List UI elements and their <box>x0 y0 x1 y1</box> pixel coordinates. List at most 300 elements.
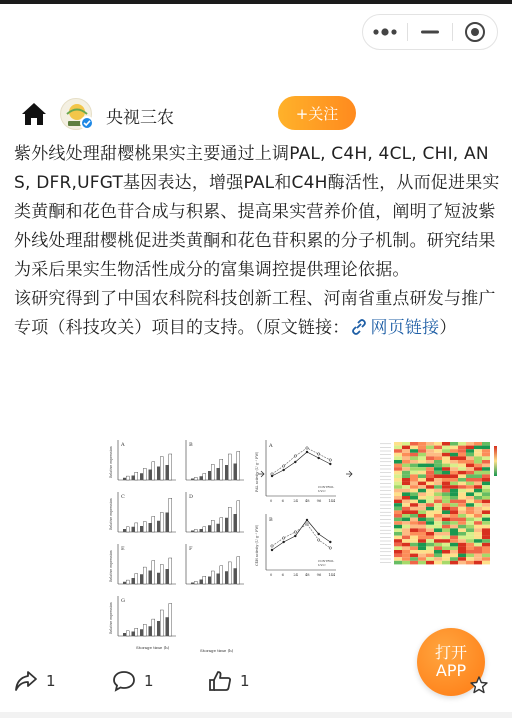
heatmap-cell <box>466 460 474 464</box>
control-point <box>306 451 308 453</box>
heatmap-cell <box>394 561 402 565</box>
heatmap-cell <box>482 496 490 500</box>
heatmap-cell <box>466 518 474 522</box>
bar-uvc <box>194 581 197 584</box>
heatmap-cell <box>410 492 418 496</box>
heatmap-cell <box>458 485 466 489</box>
bar-ck <box>157 521 160 532</box>
panel-label: E <box>121 546 125 552</box>
heatmap-cell <box>426 474 434 478</box>
heatmap-cell <box>418 528 426 532</box>
heatmap-cell <box>474 521 482 525</box>
heatmap-cell <box>402 460 410 464</box>
heatmap-cell <box>426 500 434 504</box>
bar-uvc <box>211 571 214 584</box>
heatmap-cell <box>410 521 418 525</box>
heatmap-cell <box>450 474 458 478</box>
time-tick: 6 <box>281 499 284 503</box>
control-point <box>294 461 296 463</box>
heatmap-cell <box>434 485 442 489</box>
heatmap-cell <box>450 536 458 540</box>
bar-ck <box>208 471 211 480</box>
enzyme-panel-label: A <box>269 443 273 449</box>
heatmap-cell <box>434 543 442 547</box>
bar-uvc <box>194 529 197 532</box>
bar-uvc <box>126 631 129 636</box>
heatmap-cell <box>394 543 402 547</box>
legend-uvc: UV-C <box>318 489 326 493</box>
heatmap-cell <box>466 482 474 486</box>
heatmap-cell <box>466 471 474 475</box>
minimize-button[interactable] <box>408 15 452 49</box>
bar-ck <box>217 468 220 480</box>
bar-uvc <box>228 562 231 584</box>
heatmap-cell <box>450 446 458 450</box>
arrow-icon <box>346 471 352 477</box>
heatmap-cell <box>410 539 418 543</box>
uvc-point <box>271 545 273 547</box>
heatmap-cell <box>474 467 482 471</box>
heatmap-cell <box>466 442 474 446</box>
heatmap-cell <box>466 478 474 482</box>
heatmap-cell <box>418 507 426 511</box>
heatmap-cell <box>410 442 418 446</box>
heatmap-cell <box>466 503 474 507</box>
heatmap-cell <box>458 539 466 543</box>
heatmap-cell <box>394 460 402 464</box>
bar-ck <box>157 621 160 636</box>
heatmap-cell <box>394 482 402 486</box>
y-axis-label: Relative expression <box>109 602 113 634</box>
heatmap-cell <box>474 496 482 500</box>
heatmap-cell <box>458 532 466 536</box>
comment-button[interactable] <box>112 670 154 692</box>
heatmap-cell <box>418 474 426 478</box>
panel-label: A <box>121 442 125 448</box>
heatmap-cell <box>474 543 482 547</box>
heatmap-cell <box>418 536 426 540</box>
heatmap-cell <box>394 485 402 489</box>
heatmap-cell <box>402 550 410 554</box>
heatmap-cell <box>410 500 418 504</box>
author-name[interactable]: 央视三农 <box>106 108 174 128</box>
heatmap-cell <box>474 507 482 511</box>
heatmap-cell <box>394 478 402 482</box>
heatmap-cell <box>418 496 426 500</box>
heatmap-cell <box>474 478 482 482</box>
heatmap-cell <box>482 485 490 489</box>
heatmap-cell <box>402 485 410 489</box>
web-link[interactable] <box>350 318 440 338</box>
heatmap-cell <box>394 532 402 536</box>
heatmap-cell <box>394 521 402 525</box>
heatmap-cell <box>450 478 458 482</box>
heatmap-cell <box>410 514 418 518</box>
heatmap-cell <box>466 492 474 496</box>
heatmap-cell <box>426 478 434 482</box>
heatmap-cell <box>442 485 450 489</box>
heatmap-cell <box>458 536 466 540</box>
heatmap-cell <box>426 514 434 518</box>
heatmap-cell <box>442 460 450 464</box>
heatmap-cell <box>482 503 490 507</box>
heatmap-cell <box>474 460 482 464</box>
heatmap-cell <box>482 561 490 565</box>
heatmap-cell <box>402 482 410 486</box>
heatmap-cell <box>418 543 426 547</box>
heatmap-cell <box>442 456 450 460</box>
heatmap-cell <box>410 474 418 478</box>
heatmap-cell <box>418 561 426 565</box>
heatmap-cell <box>434 557 442 561</box>
heatmap-cell <box>394 446 402 450</box>
heatmap-cell <box>458 518 466 522</box>
heatmap-cell <box>418 449 426 453</box>
heatmap-cell <box>450 546 458 550</box>
bar-ck <box>208 525 211 532</box>
heatmap-cell <box>474 554 482 558</box>
control-point <box>282 469 284 471</box>
time-tick: 144 <box>328 573 336 577</box>
heatmap-cell <box>482 449 490 453</box>
control-point <box>329 463 331 465</box>
bar-uvc <box>143 522 146 532</box>
bar-ck <box>123 633 126 636</box>
heatmap-cell <box>442 500 450 504</box>
heatmap-cell <box>458 456 466 460</box>
heatmap-cell <box>474 500 482 504</box>
heatmap-cell <box>394 442 402 446</box>
heatmap-cell <box>450 496 458 500</box>
heatmap-cell <box>450 500 458 504</box>
heatmap-cell <box>474 546 482 550</box>
follow-button[interactable]: +关注 <box>278 96 356 130</box>
heatmap-cell <box>426 496 434 500</box>
heatmap-cell <box>442 525 450 529</box>
heatmap-cell <box>426 518 434 522</box>
heatmap-cell <box>426 467 434 471</box>
bar-uvc <box>143 624 146 636</box>
heatmap-cell <box>442 557 450 561</box>
uvc-line <box>272 448 330 474</box>
heatmap-scale <box>494 446 497 476</box>
enzyme-y-label: PAL activity (U g⁻¹ FW) <box>255 451 259 492</box>
heatmap-cell <box>466 532 474 536</box>
heatmap-cell <box>402 525 410 529</box>
heatmap-cell <box>426 536 434 540</box>
bar-ck <box>123 478 126 480</box>
heatmap-cell <box>434 518 442 522</box>
heatmap-cell <box>450 467 458 471</box>
heatmap-cell <box>442 467 450 471</box>
bar-uvc <box>126 527 129 532</box>
like-button[interactable] <box>208 670 250 692</box>
control-point <box>294 535 296 537</box>
target-close-icon <box>464 21 486 43</box>
uvc-point <box>294 455 296 457</box>
heatmap-cell <box>450 550 458 554</box>
bar-ck <box>157 573 160 584</box>
heatmap-cell <box>426 482 434 486</box>
heatmap-cell <box>442 561 450 565</box>
heatmap-cell <box>466 536 474 540</box>
heatmap-cell <box>482 557 490 561</box>
heatmap-cell <box>402 456 410 460</box>
heatmap-cell <box>450 471 458 475</box>
heatmap-cell <box>450 514 458 518</box>
time-tick: 48 <box>305 573 310 577</box>
heatmap-cell <box>394 539 402 543</box>
panel-label: G <box>121 598 125 604</box>
heatmap-cell <box>466 500 474 504</box>
heatmap-cell <box>450 525 458 529</box>
heatmap-cell <box>482 453 490 457</box>
heatmap-cell <box>458 507 466 511</box>
heatmap-cell <box>418 478 426 482</box>
legend-control: CONTROL <box>318 485 335 489</box>
post-header <box>20 94 500 134</box>
uvc-point <box>282 537 284 539</box>
heatmap-cell <box>418 503 426 507</box>
heatmap-cell <box>418 518 426 522</box>
heatmap-cell <box>434 539 442 543</box>
heatmap-cell <box>458 474 466 478</box>
bar-ck <box>217 524 220 532</box>
heatmap-cell <box>426 456 434 460</box>
heatmap-cell <box>482 510 490 514</box>
bar-uvc <box>169 498 172 532</box>
heatmap-cell <box>434 449 442 453</box>
heatmap-cell <box>394 503 402 507</box>
heatmap-cell <box>474 492 482 496</box>
status-bar-edge <box>0 0 512 4</box>
uvc-point <box>282 465 284 467</box>
heatmap-cell <box>402 471 410 475</box>
heatmap-cell <box>418 532 426 536</box>
heatmap-cell <box>466 528 474 532</box>
link-icon <box>350 319 368 335</box>
heatmap-cell <box>402 514 410 518</box>
control-point <box>271 549 273 551</box>
heatmap-cell <box>474 453 482 457</box>
time-tick: 96 <box>316 573 322 577</box>
heatmap-cell <box>442 496 450 500</box>
heatmap-cell <box>434 453 442 457</box>
heatmap-cell <box>474 485 482 489</box>
heatmap-cell <box>458 525 466 529</box>
heatmap-cell <box>410 561 418 565</box>
heatmap-cell <box>410 546 418 550</box>
bar-ck <box>234 464 237 481</box>
uvc-point <box>306 523 308 525</box>
heatmap-cell <box>418 453 426 457</box>
bar-uvc <box>160 513 163 533</box>
heatmap-cell <box>466 525 474 529</box>
heatmap-cell <box>442 510 450 514</box>
bar-ck <box>166 465 169 480</box>
heatmap-cell <box>410 478 418 482</box>
heatmap-cell <box>442 536 450 540</box>
heatmap-cell <box>466 510 474 514</box>
time-tick: 0 <box>270 573 273 577</box>
heatmap-cell <box>410 557 418 561</box>
heatmap-cell <box>466 449 474 453</box>
heatmap-cell <box>466 550 474 554</box>
time-tick: 144 <box>328 499 336 503</box>
heatmap-cell <box>442 449 450 453</box>
heatmap-cell <box>442 521 450 525</box>
heatmap-cell <box>434 503 442 507</box>
panel-label: C <box>121 494 125 500</box>
bar-ck <box>149 470 152 481</box>
y-axis-label: Relative expression <box>109 550 113 582</box>
heatmap-cell <box>410 525 418 529</box>
time-tick: 48 <box>305 499 310 503</box>
bar-uvc <box>194 477 197 480</box>
web-link-label: 网页链接 <box>370 318 440 338</box>
heatmap-cell <box>418 489 426 493</box>
heatmap-cell <box>482 521 490 525</box>
heatmap-cell <box>458 543 466 547</box>
heatmap-cell <box>426 557 434 561</box>
heatmap-cell <box>426 489 434 493</box>
x-axis-label: Storage time (h) <box>136 645 170 650</box>
bottom-edge <box>0 712 512 718</box>
uvc-point <box>271 473 273 475</box>
heatmap-cell <box>394 507 402 511</box>
heatmap-cell <box>474 471 482 475</box>
heatmap-cell <box>434 496 442 500</box>
uvc-point <box>317 539 319 541</box>
heatmap-cell <box>474 528 482 532</box>
heatmap-cell <box>426 510 434 514</box>
heatmap-cell <box>466 453 474 457</box>
bar-ck <box>208 577 211 585</box>
heatmap-cell <box>394 496 402 500</box>
heatmap-cell <box>442 514 450 518</box>
heatmap-cell <box>394 456 402 460</box>
heatmap-cell <box>418 485 426 489</box>
heatmap-cell <box>418 464 426 468</box>
more-button[interactable] <box>363 15 407 49</box>
y-axis-label: Relative expression <box>109 446 113 478</box>
control-line <box>272 520 330 550</box>
heatmap-cell <box>450 482 458 486</box>
thumbs-up-icon <box>208 670 232 692</box>
heatmap-cell <box>474 503 482 507</box>
heatmap-cell <box>442 539 450 543</box>
heatmap-cell <box>402 510 410 514</box>
heatmap-cell <box>394 471 402 475</box>
control-point <box>306 519 308 521</box>
bar-uvc <box>203 474 206 481</box>
heatmap-cell <box>450 489 458 493</box>
heatmap-cell <box>466 456 474 460</box>
y-axis-label: Relative expression <box>109 498 113 530</box>
heatmap-cell <box>450 453 458 457</box>
bar-ck <box>166 569 169 584</box>
heatmap-cell <box>394 467 402 471</box>
heatmap-cell <box>442 474 450 478</box>
heatmap-cell <box>418 510 426 514</box>
heatmap-cell <box>434 464 442 468</box>
home-icon[interactable] <box>20 100 48 128</box>
control-point <box>329 541 331 543</box>
heatmap-cell <box>458 514 466 518</box>
research-figure[interactable] <box>98 434 498 656</box>
heatmap-cell <box>434 546 442 550</box>
heatmap-cell <box>474 446 482 450</box>
bar-ck <box>140 574 143 584</box>
heatmap-cell <box>482 554 490 558</box>
heatmap-cell <box>434 471 442 475</box>
heatmap-cell <box>482 507 490 511</box>
heatmap-cell <box>394 453 402 457</box>
bar-uvc <box>169 604 172 637</box>
time-tick: 0 <box>270 499 273 503</box>
heatmap-cell <box>474 557 482 561</box>
heatmap-cell <box>442 532 450 536</box>
heatmap-cell <box>474 482 482 486</box>
heatmap-cell <box>482 446 490 450</box>
heatmap-cell <box>402 500 410 504</box>
bar-uvc <box>135 574 138 584</box>
heatmap-cell <box>418 546 426 550</box>
heatmap-cell <box>402 543 410 547</box>
bar-uvc <box>126 476 129 480</box>
heatmap-cell <box>482 474 490 478</box>
heatmap-cell <box>394 557 402 561</box>
heatmap-cell <box>458 496 466 500</box>
bar-ck <box>140 629 143 636</box>
time-tick: 6 <box>281 573 284 577</box>
bar-ck <box>225 518 228 532</box>
bar-ck <box>123 529 126 532</box>
bar-ck <box>191 583 194 585</box>
enzyme-panel-label: B <box>269 517 273 523</box>
share-button[interactable] <box>14 670 56 692</box>
heatmap-cell <box>394 489 402 493</box>
heatmap-cell <box>466 557 474 561</box>
heatmap-cell <box>466 561 474 565</box>
heatmap-cell <box>418 500 426 504</box>
mini-program-capsule <box>362 14 498 50</box>
heatmap-cell <box>458 492 466 496</box>
heatmap-cell <box>458 449 466 453</box>
heatmap-cell <box>442 471 450 475</box>
bar-ck <box>225 571 228 584</box>
heatmap-cell <box>474 518 482 522</box>
bar-ck <box>191 531 194 533</box>
heatmap-cell <box>482 464 490 468</box>
bar-uvc <box>211 520 214 532</box>
bar-ck <box>149 571 152 585</box>
bookmark-star-icon[interactable] <box>470 676 488 696</box>
bar-ck <box>200 580 203 585</box>
heatmap-cell <box>434 460 442 464</box>
heatmap-cell <box>402 536 410 540</box>
heatmap-cell <box>402 528 410 532</box>
heatmap-cell <box>458 446 466 450</box>
heatmap-cell <box>458 521 466 525</box>
bar-ck <box>234 568 237 584</box>
heatmap-cell <box>450 539 458 543</box>
close-button[interactable] <box>453 15 497 49</box>
heatmap-cell <box>434 478 442 482</box>
like-count: 1 <box>240 672 250 690</box>
paragraph-2-text: 该研究得到了中国农科院科技创新工程、河南省重点研发与推广专项（科技攻关）项目的支持。（原文链接： <box>14 289 496 338</box>
bar-uvc <box>203 527 206 532</box>
